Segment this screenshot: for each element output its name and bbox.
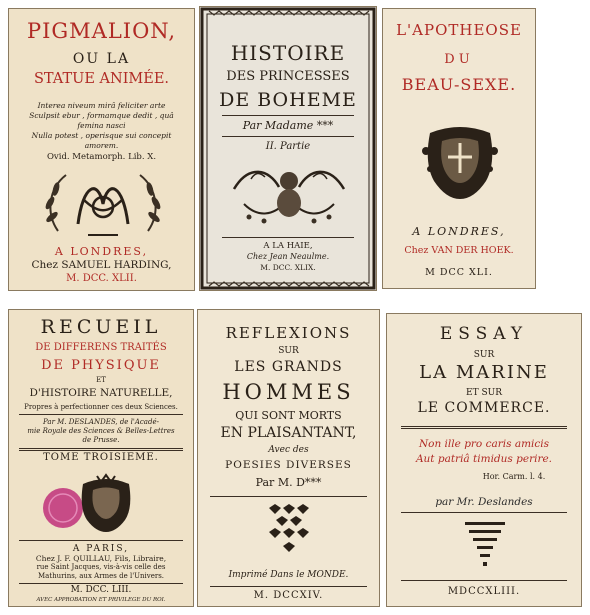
book-title-line: D'HISTOIRE NATURELLE, [29,387,173,399]
monogram-wreath-ornament [38,169,168,241]
book-subtitle: OU LA [72,51,131,67]
divider-rule [210,496,367,497]
cherub-vignette-ornament [229,159,349,229]
imprint-date: M DCC XLI. [425,267,493,278]
book-title: REFLEXIONS [225,324,352,342]
book-title-line: QUI SONT MORTS [235,409,342,422]
fleuron-ornament [264,504,314,560]
book-volume: TOME TROISIEME. [43,452,159,463]
book-title-line: Propres à perfectionner ces deux Sciences. [24,403,178,411]
title-page-recueil [8,309,194,607]
book-title-line: DE BOHEME [219,89,357,111]
coat-of-arms-ornament [420,121,500,201]
divider-rule [222,237,354,238]
imprint-place: Imprimé Dans le MONDE. [228,570,349,580]
imprint-place: A LONDRES, [412,225,506,238]
imprint-printer: Chez Jean Neaulme. [246,252,330,261]
book-title: RECUEIL [40,316,162,338]
imprint-printer: rue Saint Jacques, vis-à-vis celle des [36,563,166,571]
imprint-date: M. DCC. XLII. [66,273,137,284]
epigraph-source: Ovid. Metamorph. Lib. X. [46,152,157,162]
imprint-date: MDCCXLIII. [447,586,521,597]
book-author: mie Royale des Sciences & Belles-Lettres [27,427,175,435]
book-title-line: HOMMES [222,380,355,404]
book-title: L'APOTHEOSE [396,21,522,39]
book-title-line: BEAU-SEXE. [401,75,517,94]
divider-rule [19,540,183,541]
privilege-line: AVEC APPROBATION ET PRIVILEGE DU ROI. [36,597,166,603]
divider-rule [19,414,183,415]
divider-rule [19,583,183,584]
title-page-essay [386,313,582,607]
book-title-line: DE PHYSIQUE [41,358,161,373]
book-title: PIGMALION, [26,19,177,43]
imprint-printer: Chez VAN DER HOEK. [404,245,514,256]
title-page-apotheose [382,8,536,289]
book-author: Par Madame *** [242,119,334,132]
imprint-date: M. DCC. XLIX. [260,263,316,272]
title-page-histoire-princesses [199,6,377,291]
book-subtitle-2: STATUE ANIMÉE. [33,71,170,87]
epigraph-line: amorem. [84,141,119,150]
coat-of-arms-ornament [73,470,139,536]
epigraph-line: Aut patriâ timidus perire. [415,453,553,465]
handwritten-attribution: par Mr. Deslandes [435,496,533,508]
imprint-date: M. DCCXIV. [253,590,324,601]
epigraph-line: Sculpsit ebur , formamque dedit , quâ [29,111,174,120]
epigraph-line: Interea niveum mirâ feliciter arte [37,101,166,110]
book-title-line: LA MARINE [419,362,549,383]
epigraph-line: Non ille pro caris amicis [418,438,550,450]
divider-rule [19,448,183,451]
divider-rule [222,136,354,137]
book-title-line: ET [96,376,106,384]
book-title-line: ET SUR [466,388,502,398]
title-page-pigmalion [8,8,195,291]
book-title: HISTOIRE [230,41,346,65]
book-title-line: SUR [473,350,495,360]
imprint-place: A PARIS, [72,544,130,554]
book-title-line: LE COMMERCE. [417,400,551,416]
book-title-line: EN PLAISANTANT, [220,425,357,441]
book-title-line: POESIES DIVERSES [225,459,352,471]
book-part: II. Partie [265,141,311,152]
divider-rule [401,426,567,429]
imprint-place: A LONDRES, [54,245,149,258]
book-author: Par M. D*** [255,476,322,489]
epigraph-line: femina nasci [77,121,126,130]
imprint-printer: Mathurins, aux Armes de l'Univers. [37,572,165,580]
imprint-printer: Chez SAMUEL HARDING, [31,259,172,271]
book-title-line: SUR [278,346,299,356]
book-title-line: DE DIFFERENS TRAITÉS [35,342,167,353]
book-title-line: Avec des [268,445,309,455]
book-title: ESSAY [439,324,529,344]
book-title-line: DU [444,52,474,67]
divider-rule [401,580,567,581]
book-author: de Prusse. [82,436,120,444]
fleuron-ornament [463,520,507,572]
book-title-line: DES PRINCESSES [226,69,350,84]
imprint-place: A LA HAIE, [263,241,313,251]
divider-rule [401,512,567,513]
book-author: Par M. DESLANDES, de l'Acadé- [43,418,159,426]
book-title-line: LES GRANDS [234,359,343,375]
epigraph-source: Hor. Carm. l. 4. [482,472,546,481]
epigraph-line: Nulla potest , operisque sui concepit [31,131,172,140]
divider-rule [210,586,367,587]
divider-rule [222,115,354,116]
imprint-printer: Chez J. F. QUILLAU, Fils, Libraire, [35,554,167,563]
imprint-date: M. DCC. LIII. [70,585,132,595]
title-page-reflexions [197,309,380,607]
